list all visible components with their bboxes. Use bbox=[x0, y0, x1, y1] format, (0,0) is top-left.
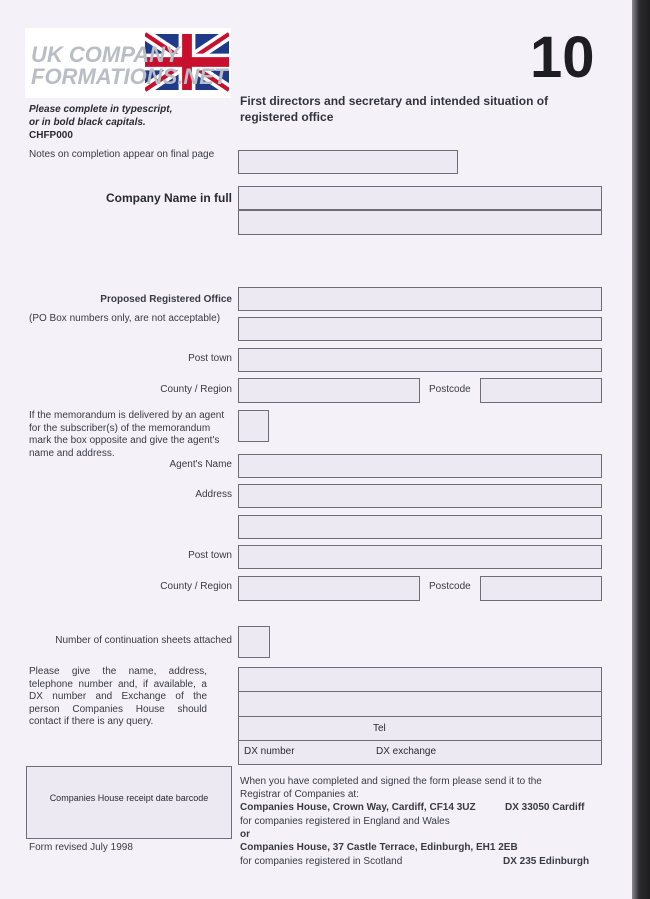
continuation-count-field[interactable] bbox=[238, 626, 270, 658]
contact-line-2 bbox=[239, 716, 601, 717]
contact-details-block[interactable] bbox=[238, 667, 602, 765]
logo-line-1: UK COMPANY bbox=[31, 42, 180, 67]
send-intro: When you have completed and signed the form please send it to the Registrar of Companies at: bbox=[240, 776, 542, 800]
company-name-field-1[interactable] bbox=[238, 186, 602, 210]
agent-checkbox[interactable] bbox=[238, 410, 269, 442]
contact-line-3 bbox=[239, 740, 601, 741]
instructions bbox=[29, 104, 172, 129]
agent-name-label: Agent's Name bbox=[169, 459, 232, 470]
notes-label: Notes on completion appear on final page bbox=[29, 149, 215, 160]
agent-address-label: Address bbox=[195, 489, 232, 500]
logo-line-2: FORMATIONS.NET bbox=[31, 64, 228, 89]
page-edge bbox=[632, 0, 650, 899]
agent-address-field-1[interactable] bbox=[238, 484, 602, 508]
instructions-line-1: Please complete in typescript, bbox=[29, 104, 173, 115]
dx-exchange-label: DX exchange bbox=[376, 746, 437, 757]
office-address-field-1[interactable] bbox=[238, 287, 602, 311]
contact-note: Please give the name, address, telephone number and, if available, a DX number and Exchange of the person Companies House should contact if there is any query. bbox=[29, 666, 207, 727]
office-county-label: County / Region bbox=[160, 384, 232, 395]
office-post-town-field[interactable] bbox=[238, 348, 602, 372]
form-number: 10 bbox=[530, 25, 595, 90]
cardiff-address: Companies House, Crown Way, Cardiff, CF14 3UZ bbox=[240, 802, 476, 813]
or-label: or bbox=[240, 829, 250, 840]
barcode-label: Companies House receipt date barcode bbox=[49, 793, 209, 803]
po-box-note: (PO Box numbers only, are not acceptable) bbox=[29, 313, 221, 324]
agent-address-field-2[interactable] bbox=[238, 515, 602, 539]
continuation-label: Number of continuation sheets attached bbox=[55, 635, 232, 646]
form-title: First directors and secretary and intended situation of registered office bbox=[240, 94, 549, 124]
company-logo bbox=[25, 28, 231, 98]
company-name-field-2[interactable] bbox=[238, 210, 602, 235]
registered-office-label: Proposed Registered Office bbox=[100, 294, 232, 305]
barcode-box bbox=[26, 766, 232, 839]
dx-number-label: DX number bbox=[244, 746, 295, 757]
form-code: CHFP000 bbox=[29, 130, 73, 141]
tel-label: Tel bbox=[373, 723, 386, 734]
agent-note: If the memorandum is delivered by an agent for the subscriber(s) of the memorandum mark the box opposite and give the agent's name and address. bbox=[29, 410, 225, 459]
agent-name-field[interactable] bbox=[238, 454, 602, 478]
agent-county-label: County / Region bbox=[160, 581, 232, 592]
agent-postcode-field[interactable] bbox=[480, 576, 602, 601]
agent-postcode-label: Postcode bbox=[429, 581, 471, 592]
cardiff-note: for companies registered in England and Wales bbox=[240, 816, 450, 827]
instructions-line-2: or in bold black capitals. bbox=[29, 116, 146, 128]
agent-post-town-label: Post town bbox=[188, 550, 232, 561]
reference-field[interactable] bbox=[238, 150, 458, 174]
edinburgh-address: Companies House, 37 Castle Terrace, Edinburgh, EH1 2EB bbox=[240, 842, 518, 853]
edinburgh-note: for companies registered in Scotland bbox=[240, 856, 403, 867]
company-name-label: Company Name in full bbox=[105, 191, 232, 205]
office-postcode-field[interactable] bbox=[480, 378, 602, 403]
office-county-field[interactable] bbox=[238, 378, 420, 403]
office-post-town-label: Post town bbox=[188, 353, 232, 364]
revision-note: Form revised July 1998 bbox=[29, 842, 133, 853]
agent-post-town-field[interactable] bbox=[238, 545, 602, 569]
office-postcode-label: Postcode bbox=[429, 384, 471, 395]
edinburgh-dx: DX 235 Edinburgh bbox=[503, 856, 590, 867]
cardiff-dx: DX 33050 Cardiff bbox=[505, 802, 585, 813]
contact-line-1 bbox=[239, 691, 601, 692]
agent-county-field[interactable] bbox=[238, 576, 420, 601]
office-address-field-2[interactable] bbox=[238, 317, 602, 341]
